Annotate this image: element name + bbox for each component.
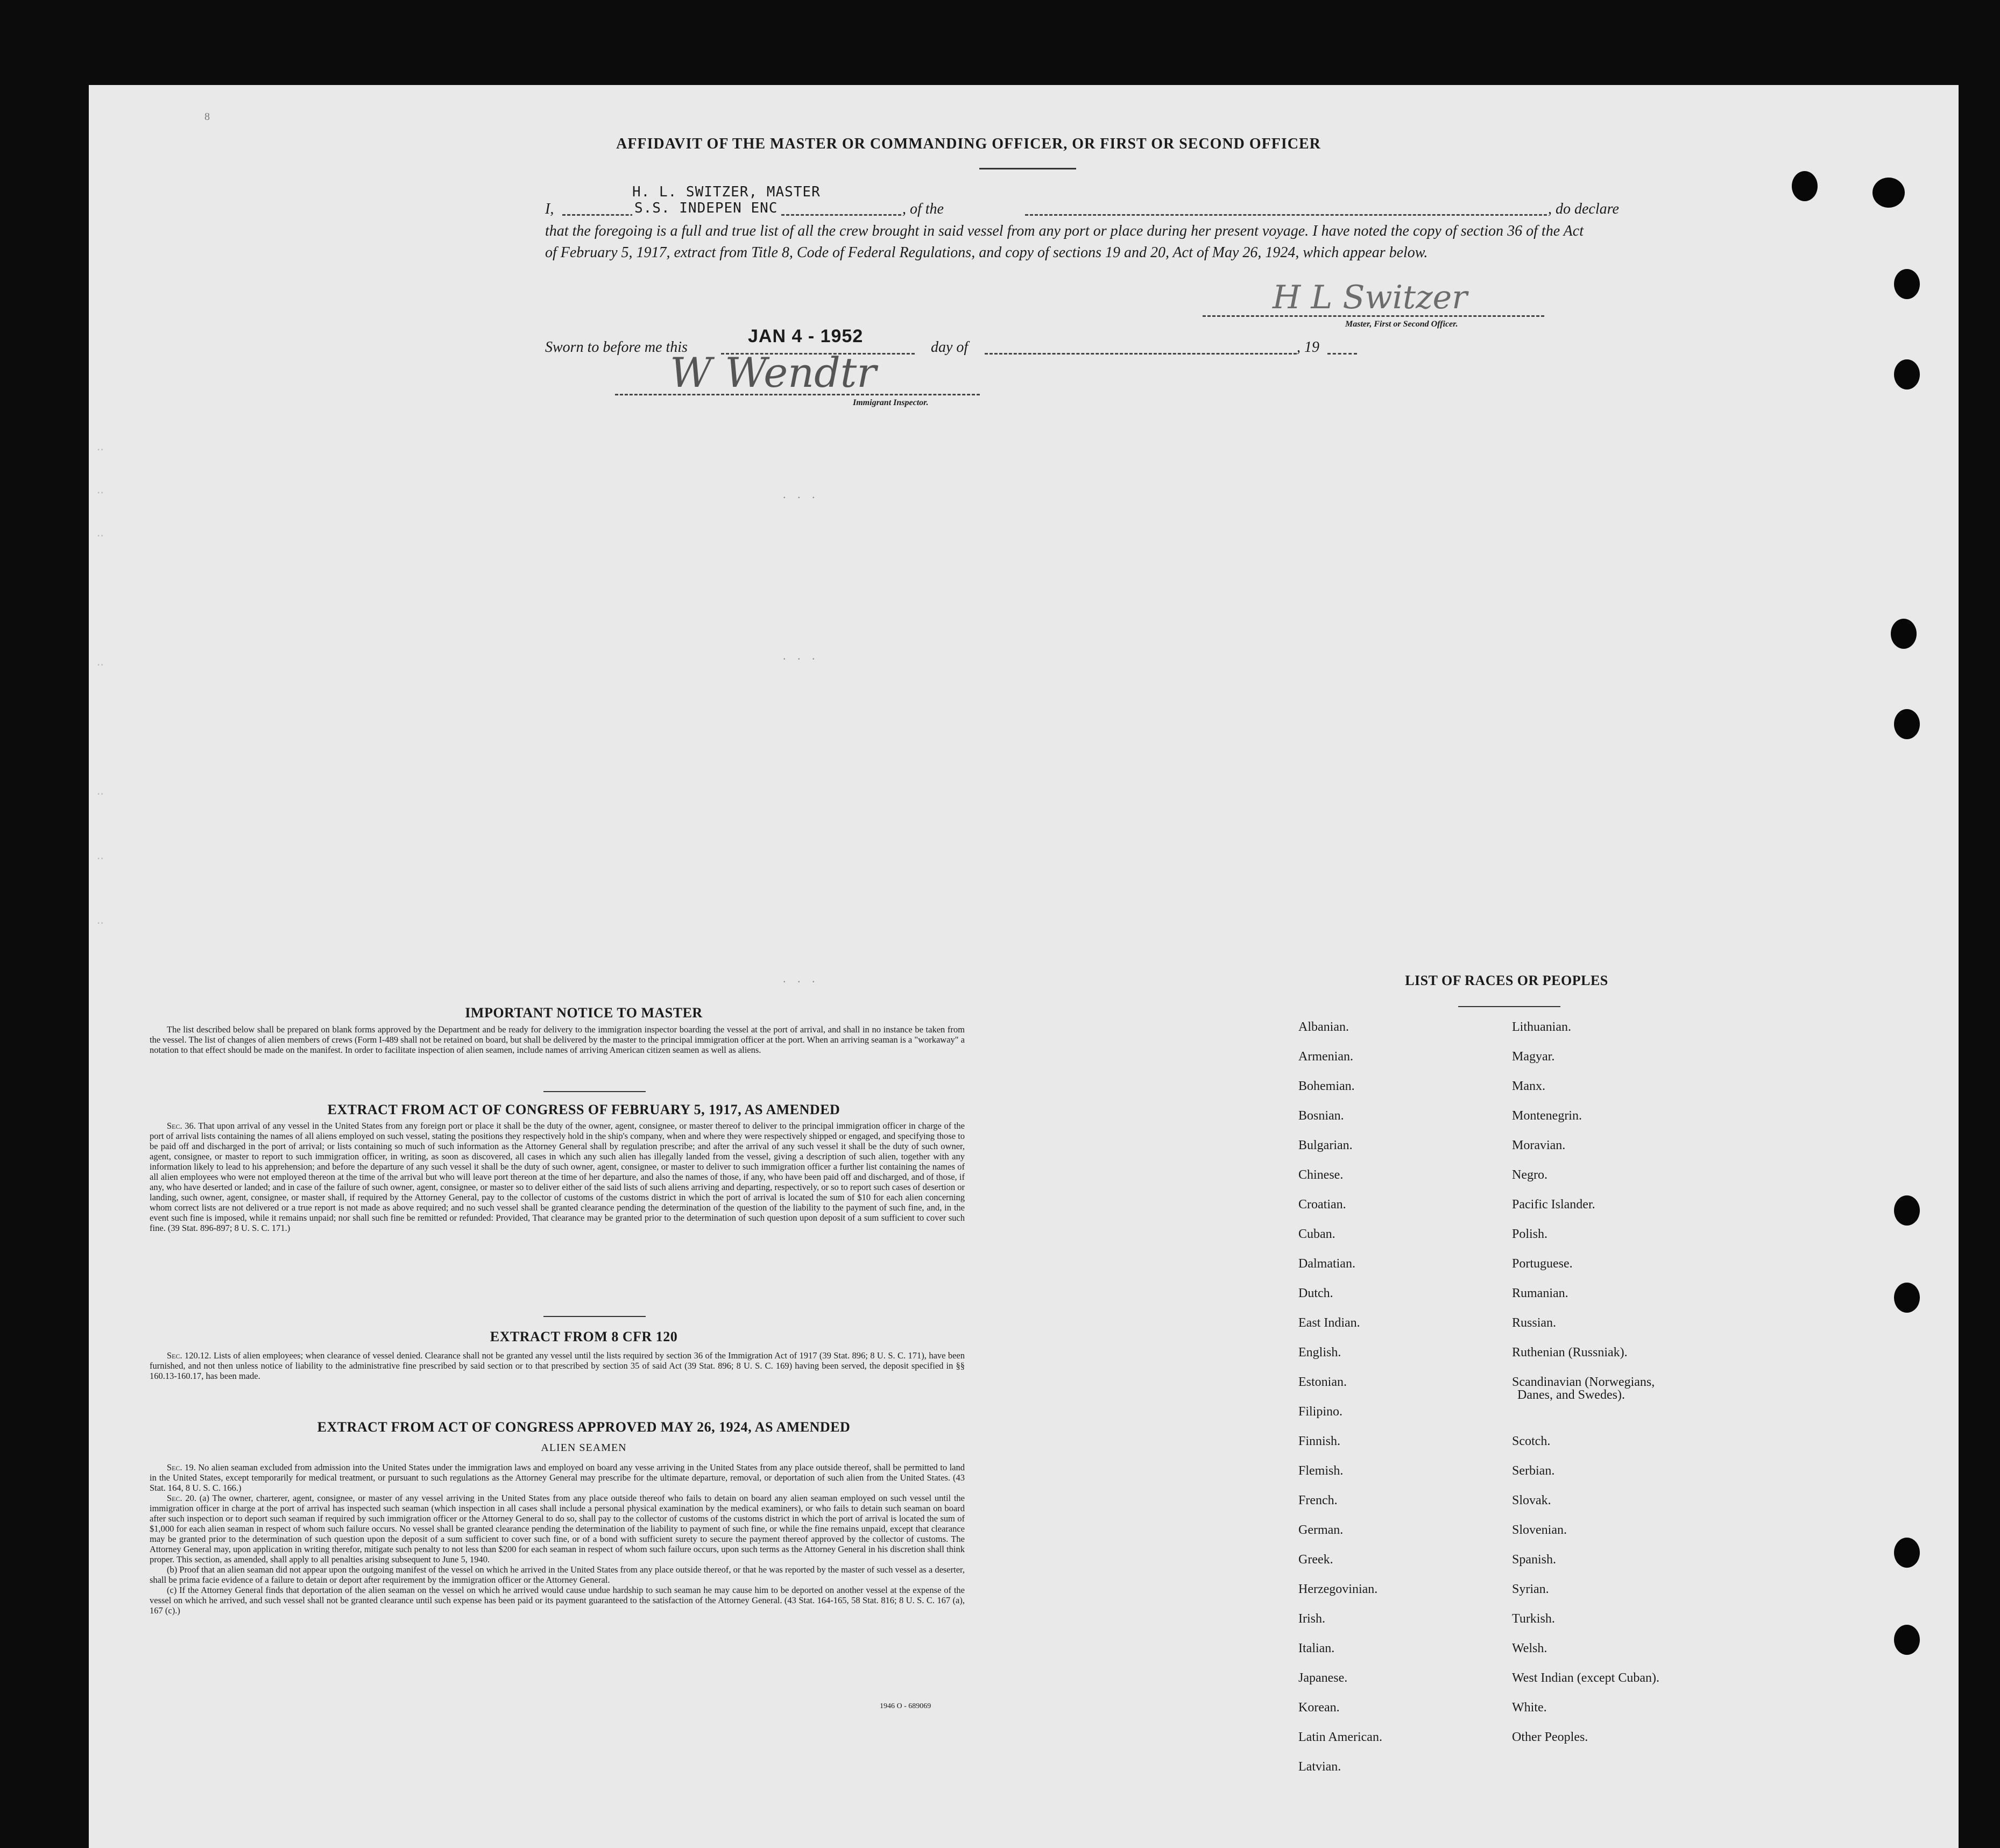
race-item: Spanish. <box>1512 1553 1557 1567</box>
race-item: Manx. <box>1512 1079 1545 1093</box>
binder-hole <box>1894 269 1920 299</box>
race-item: Italian. <box>1298 1641 1335 1655</box>
race-item: Dutch. <box>1298 1286 1333 1300</box>
race-item: Flemish. <box>1298 1464 1344 1478</box>
race-item: Serbian. <box>1512 1464 1555 1478</box>
race-item: Scandinavian (Norwegians, <box>1512 1375 1655 1389</box>
race-item: West Indian (except Cuban). <box>1512 1671 1659 1685</box>
binder-hole <box>1894 359 1920 390</box>
race-item: Lithuanian. <box>1512 1020 1571 1034</box>
master-signature: H L Switzer <box>1273 279 1467 316</box>
race-item: Armenian. <box>1298 1050 1353 1064</box>
race-scandinavian-cont: Danes, and Swedes). <box>1517 1388 1625 1402</box>
race-item: Pacific Islander. <box>1512 1198 1595 1212</box>
year-line <box>1327 353 1357 355</box>
extract-1924-title: EXTRACT FROM ACT OF CONGRESS APPROVED MAY 26, 1924, AS AMENDED <box>317 1419 851 1435</box>
race-item: Dalmatian. <box>1298 1257 1355 1271</box>
of-the-label: , of the <box>902 201 944 217</box>
sec19-label: Sec. 19. <box>167 1462 196 1472</box>
document-page: 8 AFFIDAVIT OF THE MASTER OR COMMANDING OFFICER, OR FIRST OR SECOND OFFICER H. L. SWITZER, MASTER I, S.S. INDEPEN ENC , of the , do declare that the foregoing is a full and true list of all the crew brought in said vessel from any port or place during her present voyage. I have noted the copy of section 36 of the Act of February 5, 1917, extract from Title 8, Code of Federal Regulations, and copy of sections 19 and 20, Act of May 26, 1924, which appear below. H L Switzer Master, First or Second Officer. Sworn to before me this JAN 4 - 1952 day of , 19 W Wendtr Immigrant Inspector. .. .. .. .. .. .. .. . . . . . . . . . IMPORTANT NOTICE TO MASTER The list described below shall be prepared on blank forms approved by the Department and be ready for delivery to the immigration inspector boarding the vessel at the port of arrival, and shall in no instance be taken from the vessel. The list of changes of alien members of crews (Form I-489 shall not be retained on board, but shall be delivered by the master to the principal immigration officer at the port. When an arriving seaman is a "workaway" a notation to that effect should be made on the manifest. In order to facilitate inspection of alien seamen, include names of arriving American citizen seamen as well as aliens. EXTRACT FROM ACT OF CONGRESS OF FEBRUARY 5, 1917, AS AMENDED Sec. 36. That upon arrival of any vessel in the United States from any foreign port or place it shall be the duty of the owner, agent, consignee, or master thereof to deliver to the principal immigration officer in charge of the port of arrival lists containing the names of all aliens employed on such vessel, stating the positions they respectively hold in the ship's company, when and where they were respectively shipped or engaged, and specifying those to be paid off and discharged in the port of arrival; or lists containing so much of such information as the Attorney General shall by regulation prescribe; and after the arrival of any such vessel it shall be the duty of such owner, agent, consignee, or master to report to such immigration officer, in writing, as soon as discovered, all cases in which any such alien has illegally landed from the vessel, giving a description of such alien, together with any information likely to lead to his apprehension; and before the departure of any such vessel it shall be the duty of such owner, agent, consignee, or master to deliver to such immigration officer a further list containing the names of all alien employees who were not employed thereon at the time of the arrival but who will leave port thereon at the time of her departure, and also the names of those, if any, who have been paid off and discharged, and of those, if any, who have deserted or landed; and in case of the failure of such owner, agent, consignee, or master so to deliver either of the said lists of such aliens arriving and departing, respectively, or so to report such cases of desertion or landing, such owner, agent, consignee, or master shall, if required by the Attorney General, pay to the collector of customs of the customs district in which the port of arrival is located the sum of $10 for each alien concerning whom correct lists are not delivered or a true report is not made as above required; and no such vessel shall be granted clearance pending the determination of the question of the liability to the payment of such fine, and, in the event such fine is imposed, while it remains unpaid; nor shall such fine be remitted or refunded: Provided, That clearance may be granted prior to the determination of such question upon deposit of a sum sufficient to cover such fine. (39 Stat. 896-897; 8 U. S. C. 171.) EXTRACT FROM 8 CFR 120 Sec. 120.12. Lists of alien employees; when clearance of vessel denied. Clearance shall not be granted any vessel until the lists required by section 36 of the Immigration Act of 1917 (39 Stat. 896; 8 U. S. C. 171), have been furnished, and not then unless notice of liability to the administrative fine prescribed by said section or to that prescribed by section 35 of said Act (39 Stat. 896; 8 U. S. C. 169) having been served, the deposit specified in §§ 160.13-160.17, has been made. EXTRACT FROM ACT OF CONGRESS APPROVED MAY 26, 1924, AS AMENDED ALIEN SEAMEN Sec. 19. No alien seaman excluded from admission into the United States under the immigration laws and employed on board any vesse arriving in the United States from any place outside thereof, shall be permitted to land in the United States, except temporarily for medical treatment, or pursuant to such regulations as the Attorney General may prescribe for the ultimate departure, removal, or deportation of such alien from the United States. (43 Stat. 164, 8 U. S. C. 166.) Sec. 20. (a) The owner, charterer, agent, consignee, or master of any vessel arriving in the United States from any place outside thereof who fails to detain on board any alien seaman employed on such vessel until the immigration officer in charge at the port of arrival has inspected such seaman (which inspection in all cases shall include a personal physical examination by the medical examiners), or who fails to detain such seaman on board after such inspection or to deport such seaman if required by such immigration officer or the Attorney General to do so, shall pay to the collector of customs of the customs district in which the port of arrival is located the sum of $1,000 for each alien seaman in respect of whom such failure occurs. No vessel shall be granted clearance pending the determination of the liability to payment of such fine, or while the fine remains unpaid, except that clearance may be granted prior to the determination of such question upon the deposit of a sum sufficient to cover such fine, or of a bond with sufficient surety to secure the payment thereof approved by the collector of customs. The Attorney General may, upon application in writing therefor, mitigate such penalty to not less than $200 for each seaman in respect of whom such failure occurs, upon such terms as the Attorney General in his discretion shall think proper. This section, as amended, shall apply to all penalties arising subsequent to June 5, 1940. (b) Proof that an alien seaman did not appear upon the outgoing manifest of the vessel on which he arrived in the United States from any place outside thereof, or that he was reported by the master of such vessel as a deserter, shall be prima facie evidence of a failure to detain or deport after requirement by the immigration officer or the Attorney General. (c) If the Attorney General finds that deportation of the alien seaman on the vessel on which he arrived would cause undue hardship to such seaman he may cause him to be deported on another vessel at the expense of the vessel on which he arrived, and such vessel shall not be granted clearance until such expense has been paid or its payment guaranteed to the satisfaction of the Attorney General. (43 Stat. 164-165, 58 Stat. 816; 8 U. S. C. 167 (a), 167 (c).) 1946 O - 689069 LIST OF RACES OR PEOPLES Albanian. Armenian. Bohemian. Bosnian. Bulgarian. Chinese. Croatian. Cuban. Dalmatian. Dutch. East Indian. English. Estonian. Filipino. Finnish. Flemish. French. German. Greek. Herzegovinian. Irish. Italian. Japanese. Korean. Latin American. Latvian. Lithuanian. Magyar. Manx. Montenegrin. Moravian. Negro. Pacific Islander. Polish. Portuguese. Rumanian. Russian. Ruthenian (Russniak). Scandinavian (Norwegians, Scotch. Serbian. Slovak. Slovenian. Spanish. Syrian. Turkish. Welsh. West Indian (except Cuban). White. Other Peoples. Danes, and Swedes). <box>89 85 1959 1848</box>
race-item: Montenegrin. <box>1512 1109 1582 1123</box>
sec20-c: (c) If the Attorney General finds that deportation of the alien seaman on the vessel on which he arrived would cause undue hardship to such seaman he may cause him to be deported on another vessel at the expense of the vessel on which he arrived, and such vessel shall not be granted clearance until such expense has been paid or its payment guaranteed to the satisfaction of the Attorney General. (43 Stat. 164-165, 58 Stat. 816; 8 U. S. C. 167 (a), 167 (c).) <box>150 1585 965 1616</box>
race-item: Albanian. <box>1298 1020 1349 1034</box>
race-item: Bulgarian. <box>1298 1138 1353 1152</box>
binder-hole <box>1872 178 1905 208</box>
print-code: 1946 O - 689069 <box>880 1702 931 1710</box>
race-item: Slovenian. <box>1512 1523 1567 1537</box>
sworn-label: Sworn to before me this <box>545 339 688 356</box>
binder-hole <box>1894 1538 1920 1568</box>
race-item: Greek. <box>1298 1553 1333 1567</box>
race-item: Russian. <box>1512 1316 1557 1330</box>
race-item: Moravian. <box>1512 1138 1566 1152</box>
month-line <box>985 353 1297 355</box>
typed-vessel-name: S.S. INDEPEN ENC <box>632 200 780 216</box>
notice-title: IMPORTANT NOTICE TO MASTER <box>465 1005 703 1021</box>
race-item: Herzegovinian. <box>1298 1582 1378 1596</box>
race-item: Japanese. <box>1298 1671 1348 1685</box>
sec20-label: Sec. 20. <box>167 1493 196 1503</box>
binder-hole <box>1894 1625 1920 1655</box>
race-item: Korean. <box>1298 1701 1340 1715</box>
extract-1924-subtitle: ALIEN SEAMEN <box>541 1442 627 1454</box>
binder-hole <box>1891 619 1917 649</box>
race-item: German. <box>1298 1523 1344 1537</box>
vessel-line <box>1025 214 1547 216</box>
race-item: Portuguese. <box>1512 1257 1573 1271</box>
binder-hole <box>1894 1283 1920 1313</box>
race-item: White. <box>1512 1701 1547 1715</box>
race-item: Chinese. <box>1298 1168 1344 1182</box>
race-item: Irish. <box>1298 1612 1325 1626</box>
page-mark: 8 <box>204 111 210 123</box>
race-item: Ruthenian (Russniak). <box>1512 1346 1628 1360</box>
race-item: East Indian. <box>1298 1316 1360 1330</box>
race-item: Other Peoples. <box>1512 1730 1588 1744</box>
sec20-text: (a) The owner, charterer, agent, consignee, or master of any vessel arriving in the United States from any place outside thereof who fails to detain on board any alien seaman employed on such vessel until the immigration officer in charge at the port of arrival has inspected such seaman (which inspection in all cases shall include a personal physical examination by the medical examiners), or who fails to detain such seaman on board after such inspection or to deport such seaman if required by such immigration officer or the Attorney General to do so, shall pay to the collector of customs of the customs district in which the port of arrival is located the sum of $1,000 for each alien seaman in respect of whom such failure occurs. No vessel shall be granted clearance pending the determination of the liability to payment of such fine, or while the fine remains unpaid, except that clearance may be granted prior to the determination of such question upon the deposit of a sum sufficient to cover such fine, or of a bond with sufficient surety to secure the payment thereof approved by the collector of customs. The Attorney General may, upon application in writing therefor, mitigate such penalty to not less than $200 for each seaman in respect of whom such failure occurs, upon such terms as the Attorney General in his discretion shall think proper. This section, as amended, shall apply to all penalties arising subsequent to June 5, 1940. <box>150 1493 965 1564</box>
typed-master-name: H. L. SWITZER, MASTER <box>632 184 821 200</box>
binder-hole <box>1894 1195 1920 1226</box>
affidavit-statement: that the foregoing is a full and true list of all the crew brought in said vessel from any port or place during her present voyage. I have noted the copy of section 36 of the Act of February 5, 1917, extract from Title 8, Code of Federal Regulations, and copy of sections 19 and 20, Act of May 26, 1924, which appear below. <box>545 223 1584 261</box>
races-title: LIST OF RACES OR PEOPLES <box>1405 973 1608 988</box>
race-item: Croatian. <box>1298 1198 1346 1212</box>
extract-1917-title: EXTRACT FROM ACT OF CONGRESS OF FEBRUARY 5, 1917, AS AMENDED <box>327 1102 840 1117</box>
race-item: Syrian. <box>1512 1582 1549 1596</box>
date-stamp: JAN 4 - 1952 <box>748 326 864 346</box>
day-of-label: day of <box>931 339 969 356</box>
race-item: Slovak. <box>1512 1493 1551 1507</box>
race-item: Estonian. <box>1298 1375 1347 1389</box>
affidavit-title: AFFIDAVIT OF THE MASTER OR COMMANDING OFFICER, OR FIRST OR SECOND OFFICER <box>616 136 1321 152</box>
race-item: French. <box>1298 1493 1338 1507</box>
binder-hole <box>1792 171 1818 201</box>
race-item: Negro. <box>1512 1168 1547 1182</box>
race-item: Polish. <box>1512 1227 1548 1241</box>
sec36-text: That upon arrival of any vessel in the United States from any foreign port or place it shall be the duty of the owner, agent, consignee, or master thereof to deliver to the principal immigration officer in charge of the port of arrival lists containing the names of all aliens employed on such vessel, stating the positions they respectively hold in the ship's company, when and where they were respectively shipped or engaged, and specifying those to be paid off and discharged in the port of arrival; or lists containing so much of such information as the Attorney General shall by regulation prescribe; and after the arrival of any such vessel it shall be the duty of such owner, agent, consignee, or master to report to such immigration officer, in writing, as soon as discovered, all cases in which any such alien has illegally landed from the vessel, giving a description of such alien, together with any information likely to lead to his apprehension; and before the departure of any such vessel it shall be the duty of such owner, agent, consignee, or master to deliver to such immigration officer a further list containing the names of all alien employees who were not employed thereon at the time of the arrival but who will leave port thereon at the time of her departure, and also the names of those, if any, who have been paid off and discharged, and of those, if any, who have deserted or landed; and in case of the failure of such owner, agent, consignee, or master so to deliver either of the said lists of such aliens arriving and departing, respectively, or so to report such cases of desertion or landing, such owner, agent, consignee, or master shall, if required by the Attorney General, pay to the collector of customs of the customs district in which the port of arrival is located the sum of $10 for each alien concerning whom correct lists are not delivered or a true report is not made as above required; and no such vessel shall be granted clearance pending the determination of the question of the liability to the payment of such fine, and, in the event such fine is imposed, while it remains unpaid; nor shall such fine be remitted or refunded: Provided, That clearance may be granted prior to the determination of such question upon deposit of a sum sufficient to cover such fine. (39 Stat. 896-897; 8 U. S. C. 171.) <box>150 1121 965 1233</box>
extract-cfr-body <box>150 1350 965 1381</box>
race-item: Welsh. <box>1512 1641 1547 1655</box>
master-caption: Master, First or Second Officer. <box>1345 320 1458 329</box>
race-item: Cuban. <box>1298 1227 1335 1241</box>
race-item: Turkish. <box>1512 1612 1555 1626</box>
extract-1917-body <box>150 1121 965 1233</box>
race-item: Latin American. <box>1298 1730 1382 1744</box>
race-item: Scotch. <box>1512 1434 1551 1448</box>
inspector-caption: Immigrant Inspector. <box>853 398 929 407</box>
binder-hole <box>1894 709 1920 739</box>
race-item: Magyar. <box>1512 1050 1555 1064</box>
notice-text: The list described below shall be prepared on blank forms approved by the Department and be ready for delivery to the immigration inspector boarding the vessel at the port of arrival, and shall in no instance be taken from the vessel. The list of changes of alien members of crews (Form I-489 shall not be retained on board, but shall be delivered by the master to the principal immigration officer at the port. When an arriving seaman is a "workaway" a notation to that effect should be made on the manifest. In order to facilitate inspection of alien seamen, include names of arriving American citizen seamen as well as aliens. <box>150 1024 965 1055</box>
race-item: English. <box>1298 1346 1341 1360</box>
notice-rule <box>543 1091 646 1092</box>
race-item: Bohemian. <box>1298 1079 1355 1093</box>
sec19-text: No alien seaman excluded from admission into the United States under the immigration laws and employed on board any vesse arriving in the United States from any place outside thereof, shall be permitted to land in the United States, except temporarily for medical treatment, or pursuant to such regulations as the Attorney General may prescribe for the ultimate departure, removal, or deportation of such alien from the United States. (43 Stat. 164, 8 U. S. C. 166.) <box>150 1462 965 1493</box>
race-item: Filipino. <box>1298 1405 1343 1419</box>
race-item: Rumanian. <box>1512 1286 1568 1300</box>
extract-1917-rule <box>543 1316 646 1317</box>
race-item: Finnish. <box>1298 1434 1341 1448</box>
sec120-label: Sec. 120.12. <box>167 1350 211 1361</box>
inspector-signature: W Wendtr <box>670 349 877 396</box>
sec36-label: Sec. 36. <box>167 1121 196 1131</box>
race-item: Bosnian. <box>1298 1109 1344 1123</box>
race-item: Latvian. <box>1298 1760 1341 1774</box>
sec120-text: Lists of alien employees; when clearance of vessel denied. Clearance shall not be granted any vessel until the lists required by section 36 of the Immigration Act of 1917 (39 Stat. 896; 8 U. S. C. 171), have been furnished, and not then unless notice of liability to the administrative fine prescribed by said section or to that prescribed by section 35 of said Act (39 Stat. 896; 8 U. S. C. 169) having been served, the deposit specified in §§ 160.13-160.17, has been made. <box>150 1350 965 1381</box>
notice-body <box>150 1024 965 1055</box>
affidavit-i-label: I, <box>545 201 554 217</box>
races-rule <box>1458 1006 1560 1007</box>
sec20-b: (b) Proof that an alien seaman did not appear upon the outgoing manifest of the vessel on which he arrived in the United States from any place outside thereof, or that he was reported by the master of such vessel as a deserter, shall be prima facie evidence of a failure to detain or deport after requirement by the immigration officer or the Attorney General. <box>150 1564 965 1585</box>
do-declare-label: , do declare <box>1548 201 1619 217</box>
extract-1924-body <box>150 1462 965 1616</box>
extract-cfr-title: EXTRACT FROM 8 CFR 120 <box>490 1329 678 1344</box>
year-prefix: , 19 <box>1297 339 1319 356</box>
title-rule <box>979 168 1076 169</box>
